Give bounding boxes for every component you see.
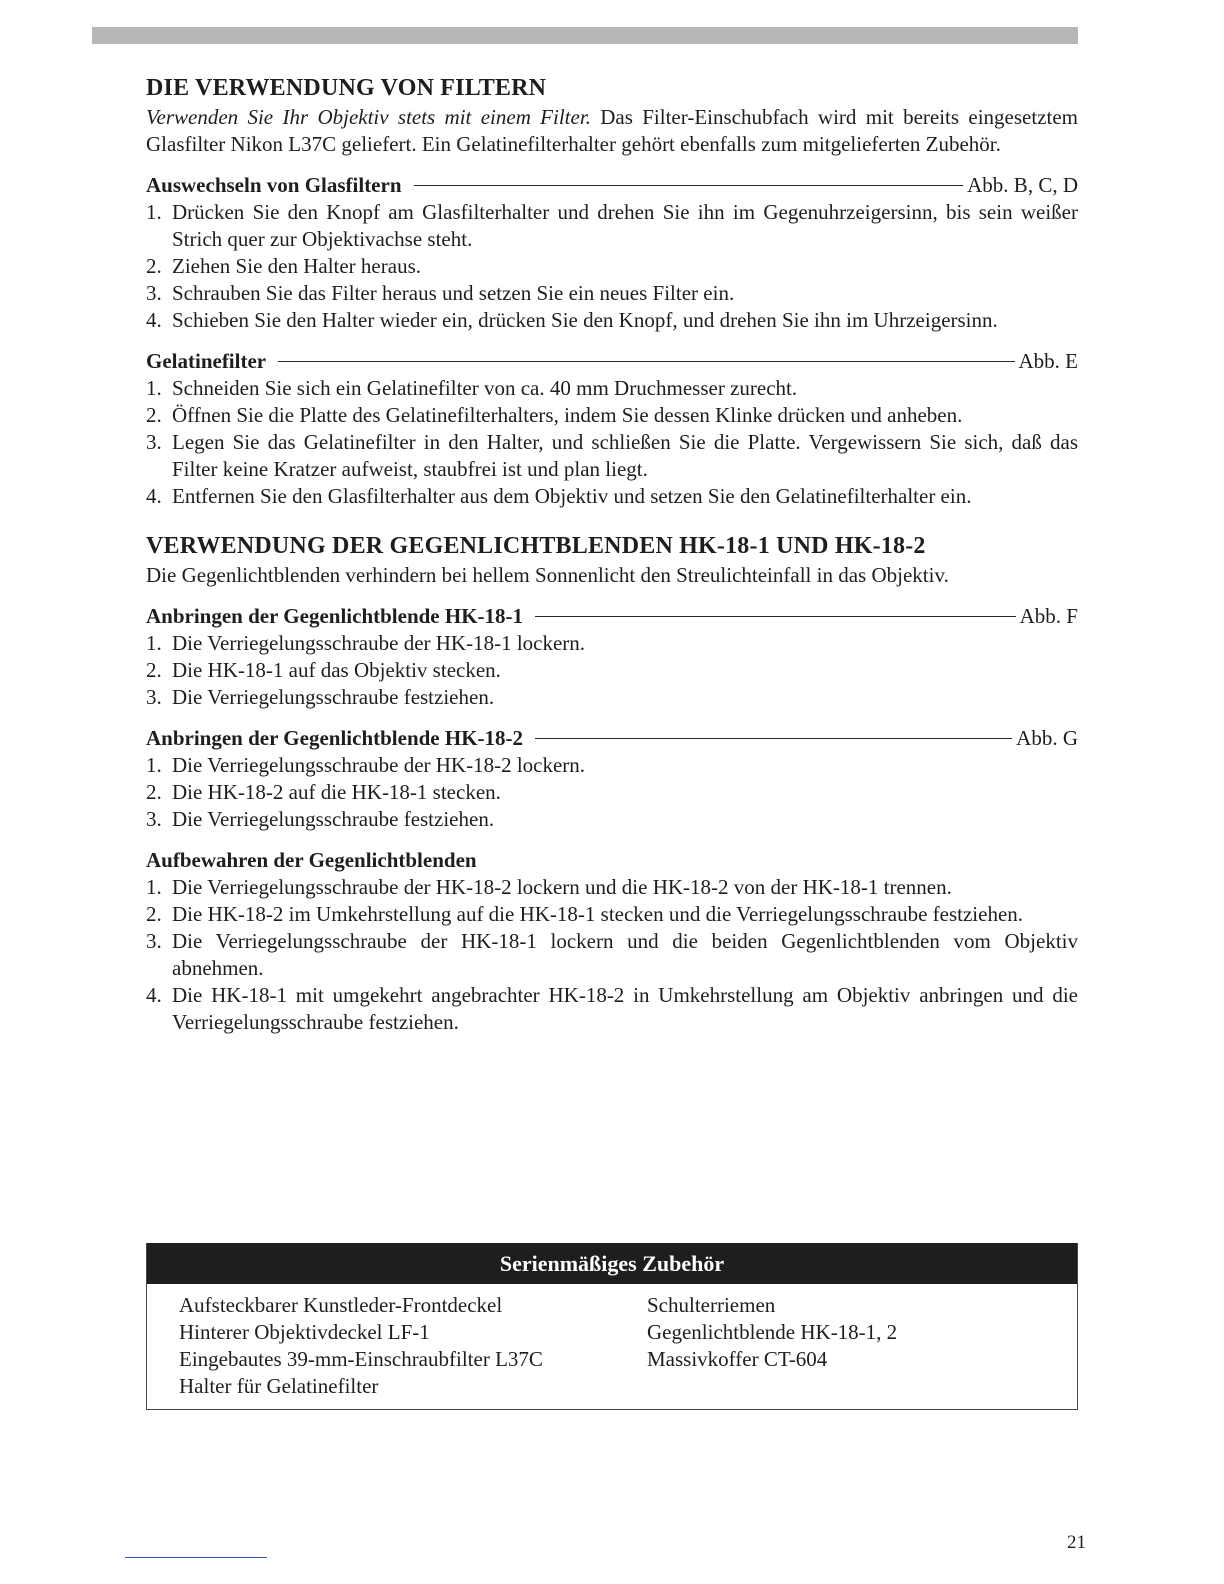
subheading-hk182 [146,725,1078,752]
step-number: 1. [146,200,162,224]
step-number: 1. [146,376,162,400]
step-item [146,375,1078,402]
step-item [146,752,1078,779]
accessories-title: Serienmäßiges Zubehör [147,1243,1077,1284]
subheading-glasfilter [146,172,1078,199]
step-text: Die Verriegelungsschraube der HK-18-2 lockern und die HK-18-2 von der HK-18-1 trennen. [172,875,952,899]
step-number: 2. [146,780,162,804]
subheading-title: Anbringen der Gegenlichtblende HK-18-2 [146,726,524,750]
page-content [146,72,1078,1036]
step-item [146,429,1078,483]
step-text: Legen Sie das Gelatinefilter in den Halter, und schließen Sie die Platte. Vergewissern Sie sich, daß das Filter keine Kratzer aufweist, staubfrei ist und plan liegt. [172,430,1078,481]
step-item [146,684,1078,711]
step-number: 2. [146,403,162,427]
step-text: Drücken Sie den Knopf am Glasfilterhalter und drehen Sie ihn im Gegenuhrzeigersinn, bis sein weißer Strich quer zur Objektivachse steht. [172,200,1078,251]
step-item [146,253,1078,280]
hk181-steps [146,630,1078,711]
accessory-item: Schulterriemen [647,1293,776,1317]
step-number: 2. [146,254,162,278]
step-number: 3. [146,929,162,953]
accessory-item: Hinterer Objektivdeckel LF-1 [179,1320,430,1344]
accessories-box [146,1243,1078,1410]
gelatine-steps [146,375,1078,510]
accessories-col-2 [647,1292,897,1400]
filters-intro-italic: Verwenden Sie Ihr Objektiv stets mit einem Filter. [146,105,591,129]
step-item [146,928,1078,982]
accessory-item: Halter für Gelatinefilter [179,1374,379,1398]
subheading-hk181 [146,603,1078,630]
step-item [146,806,1078,833]
step-text: Die Verriegelungsschraube festziehen. [172,807,495,831]
accessory-item: Eingebautes 39-mm-Einschraubfilter L37C [179,1347,543,1371]
step-number: 4. [146,484,162,508]
top-scan-bar [92,27,1078,44]
page-number: 21 [1067,1532,1086,1553]
step-text: Öffnen Sie die Platte des Gelatinefilterhalters, indem Sie dessen Klinke drücken und anheben. [172,403,963,427]
step-item [146,982,1078,1036]
subheading-title: Auswechseln von Glasfiltern [146,173,402,197]
subheading-storage [146,847,1078,874]
step-text: Schneiden Sie sich ein Gelatinefilter von ca. 40 mm Druchmesser zurecht. [172,376,798,400]
step-text: Die Verriegelungsschraube der HK-18-1 lockern und die beiden Gegenlichtblenden vom Objektiv abnehmen. [172,929,1078,980]
step-item [146,280,1078,307]
step-text: Schieben Sie den Halter wieder ein, drücken Sie den Knopf, und drehen Sie ihn im Uhrzeigersinn. [172,308,998,332]
filters-intro [146,104,1078,158]
leader-rule [414,185,964,186]
hoods-intro: Die Gegenlichtblenden verhindern bei hellem Sonnenlicht den Streulichteinfall in das Objektiv. [146,563,949,587]
subheading-title: Gelatinefilter [146,349,267,373]
accessory-item: Gegenlichtblende HK-18-1, 2 [647,1320,898,1344]
step-number: 1. [146,875,162,899]
step-number: 4. [146,308,162,332]
footer-rule [125,1557,267,1558]
step-text: Schrauben Sie das Filter heraus und setzen Sie ein neues Filter ein. [172,281,735,305]
section-title-hoods: VERWENDUNG DER GEGENLICHTBLENDEN HK-18-1 UND HK-18-2 [146,533,926,559]
step-text: Ziehen Sie den Halter heraus. [172,254,421,278]
step-number: 2. [146,658,162,682]
figure-reference: Abb. E [1018,349,1078,373]
step-text: Die Verriegelungsschraube festziehen. [172,685,495,709]
hk182-steps [146,752,1078,833]
step-item [146,307,1078,334]
step-number: 4. [146,983,162,1007]
step-number: 3. [146,430,162,454]
step-number: 2. [146,902,162,926]
step-item [146,874,1078,901]
leader-rule [535,738,1012,739]
accessories-columns [147,1284,1077,1400]
section-title-filters: DIE VERWENDUNG VON FILTERN [146,75,547,101]
step-item [146,483,1078,510]
step-item [146,402,1078,429]
step-item [146,630,1078,657]
step-text: Die Verriegelungsschraube der HK-18-2 lockern. [172,753,586,777]
accessory-item: Massivkoffer CT-604 [647,1347,828,1371]
step-number: 1. [146,753,162,777]
step-number: 1. [146,631,162,655]
step-text: Entfernen Sie den Glasfilterhalter aus dem Objektiv und setzen Sie den Gelatinefilterhalter ein. [172,484,972,508]
subheading-title: Anbringen der Gegenlichtblende HK-18-1 [146,604,524,628]
step-number: 3. [146,281,162,305]
step-text: Die Verriegelungsschraube der HK-18-1 lockern. [172,631,586,655]
step-number: 3. [146,807,162,831]
step-text: Die HK-18-2 auf die HK-18-1 stecken. [172,780,501,804]
filters-intro-rest: Das Filter-Einschubfach wird mit bereits eingesetztem Glasfilter Nikon L37C geliefert. Ein Gelatinefilterhalter gehört ebenfalls zum mitgelieferten Zubehör. [146,105,1078,156]
step-text: Die HK-18-1 mit umgekehrt angebrachter HK-18-2 in Umkehrstellung am Objektiv anbringen und die Verriegelungsschraube festziehen. [172,983,1078,1034]
step-item [146,199,1078,253]
step-number: 3. [146,685,162,709]
glasfilter-steps [146,199,1078,334]
storage-steps [146,874,1078,1036]
leader-rule [278,361,1014,362]
subheading-gelatine [146,348,1078,375]
step-item [146,901,1078,928]
figure-reference: Abb. F [1019,604,1078,628]
step-item [146,657,1078,684]
step-item [146,779,1078,806]
accessories-col-1 [179,1292,647,1400]
step-text: Die HK-18-1 auf das Objektiv stecken. [172,658,501,682]
figure-reference: Abb. B, C, D [967,173,1078,197]
accessory-item: Aufsteckbarer Kunstleder-Frontdeckel [179,1293,503,1317]
leader-rule [535,616,1016,617]
step-text: Die HK-18-2 im Umkehrstellung auf die HK-18-1 stecken und die Verriegelungsschraube festziehen. [172,902,1024,926]
figure-reference: Abb. G [1016,726,1078,750]
subheading-title: Aufbewahren der Gegenlichtblenden [146,848,477,872]
